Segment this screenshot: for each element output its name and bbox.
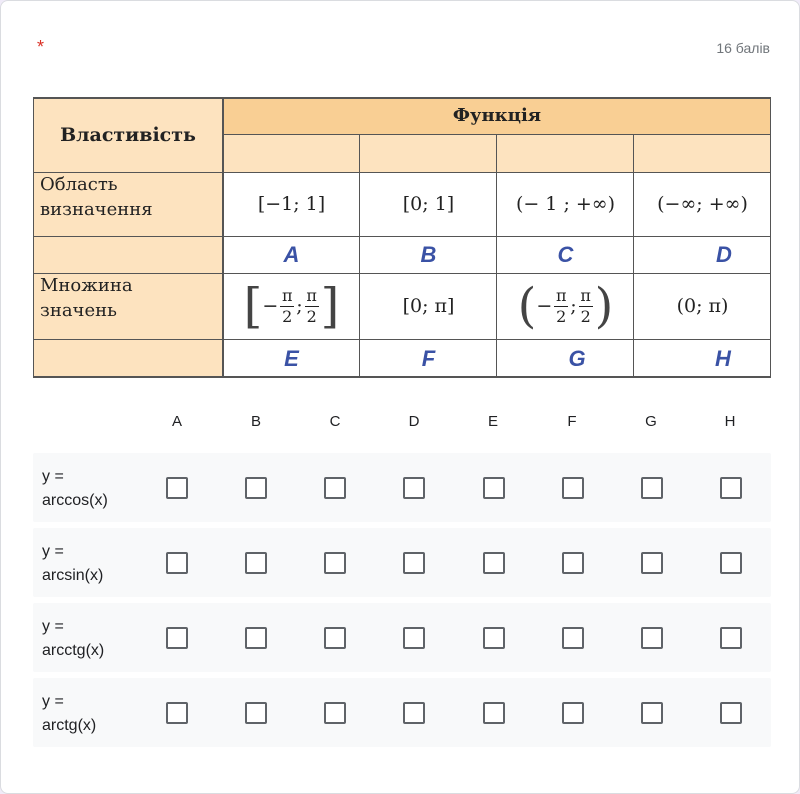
table-line <box>496 134 497 378</box>
reference-table-image <box>33 97 771 378</box>
row-label <box>42 690 152 738</box>
checkbox-g[interactable] <box>641 477 663 499</box>
column-header: B <box>250 413 261 430</box>
row-label-line2: arctg(x) <box>42 717 97 734</box>
checkbox-d[interactable] <box>403 627 425 649</box>
denominator: 2 <box>580 306 591 326</box>
table-line <box>33 273 771 274</box>
checkbox-d[interactable] <box>403 552 425 574</box>
numerator: π <box>555 285 567 305</box>
fraction <box>579 286 593 327</box>
separator: ; <box>296 295 303 317</box>
checkbox-e[interactable] <box>483 477 505 499</box>
numerator: π <box>306 285 317 305</box>
right-paren: ) <box>594 278 614 334</box>
fraction <box>305 286 319 327</box>
range-label <box>33 273 223 339</box>
checkbox-h[interactable] <box>720 702 742 724</box>
row-label-line1: y = <box>42 693 64 710</box>
grid-row-arcsin <box>33 528 771 597</box>
required-marker: * <box>37 37 45 57</box>
option-letter: F <box>421 345 436 371</box>
table-line <box>359 134 360 378</box>
table-line <box>770 97 771 378</box>
checkbox-c[interactable] <box>324 477 346 499</box>
row-label <box>42 615 152 663</box>
checkbox-h[interactable] <box>720 477 742 499</box>
checkbox-b[interactable] <box>245 702 267 724</box>
checkbox-f[interactable] <box>562 477 584 499</box>
checkbox-e[interactable] <box>483 702 505 724</box>
domain-label <box>33 172 223 236</box>
checkbox-e[interactable] <box>483 552 505 574</box>
checkbox-h[interactable] <box>720 627 742 649</box>
row-label-line1: y = <box>42 543 64 560</box>
denominator: 2 <box>556 306 567 326</box>
column-header: A <box>171 413 182 430</box>
table-line <box>33 339 771 340</box>
checkbox-a[interactable] <box>166 477 188 499</box>
range-value-3 <box>497 273 634 339</box>
column-header: E <box>487 413 498 430</box>
checkbox-f[interactable] <box>562 702 584 724</box>
denominator: 2 <box>306 306 317 326</box>
checkbox-d[interactable] <box>403 477 425 499</box>
checkbox-c[interactable] <box>324 702 346 724</box>
checkbox-c[interactable] <box>324 627 346 649</box>
header-function: Функція <box>452 104 542 126</box>
table-line <box>222 97 224 378</box>
checkbox-c[interactable] <box>324 552 346 574</box>
option-letter: G <box>568 345 586 371</box>
domain-value: (− 1 ; +∞) <box>515 193 616 215</box>
row-label <box>42 540 152 588</box>
range-value-4: (0; π) <box>676 295 729 317</box>
grid-row-arccos <box>33 453 771 522</box>
grid-row-arctg <box>33 678 771 747</box>
range-value-1 <box>223 273 360 339</box>
column-header: G <box>645 413 657 430</box>
option-letter: H <box>715 345 731 371</box>
checkbox-a[interactable] <box>166 627 188 649</box>
range-label-line1: Множина <box>40 275 133 296</box>
table-line <box>223 134 771 135</box>
numerator: π <box>281 285 293 305</box>
fraction <box>280 286 294 327</box>
option-letter: E <box>284 345 299 371</box>
left-bracket: [ <box>243 278 263 334</box>
checkbox-g[interactable] <box>641 552 663 574</box>
column-header: D <box>408 413 420 430</box>
checkbox-b[interactable] <box>245 627 267 649</box>
row-label-line2: arccos(x) <box>42 492 108 509</box>
checkbox-f[interactable] <box>562 552 584 574</box>
checkbox-d[interactable] <box>403 702 425 724</box>
checkbox-g[interactable] <box>641 627 663 649</box>
points-label: 16 балів <box>716 40 770 56</box>
option-letter: B <box>420 241 437 267</box>
checkbox-b[interactable] <box>245 552 267 574</box>
checkbox-f[interactable] <box>562 627 584 649</box>
domain-value: (−∞; +∞) <box>657 193 748 215</box>
numerator: π <box>580 285 591 305</box>
option-letter: C <box>557 241 574 267</box>
row-label-line1: y = <box>42 618 64 635</box>
left-paren: ( <box>517 278 537 334</box>
denominator: 2 <box>282 306 293 326</box>
table-border <box>33 376 771 378</box>
domain-label-line1: Область <box>40 174 118 195</box>
domain-value: [0; 1] <box>402 193 455 215</box>
option-letter: D <box>716 241 732 267</box>
grid-row-arcctg <box>33 603 771 672</box>
table-line <box>33 236 771 237</box>
column-header: F <box>567 413 577 430</box>
domain-value: [−1; 1] <box>257 193 326 215</box>
header-property: Властивість <box>60 123 196 146</box>
checkbox-a[interactable] <box>166 552 188 574</box>
table-line <box>33 97 34 378</box>
option-letter: A <box>283 241 300 267</box>
row-label-line2: arcctg(x) <box>42 642 105 659</box>
table-border <box>33 97 771 99</box>
row-label-line1: y = <box>42 468 64 485</box>
range-value-2: [0; π] <box>402 295 455 317</box>
minus-sign: − <box>262 295 279 317</box>
table-line <box>633 134 634 378</box>
domain-label-line2: визначення <box>40 199 153 220</box>
right-bracket: ] <box>320 278 340 334</box>
table-line <box>33 172 771 173</box>
checkbox-a[interactable] <box>166 702 188 724</box>
checkbox-g[interactable] <box>641 702 663 724</box>
checkbox-e[interactable] <box>483 627 505 649</box>
checkbox-h[interactable] <box>720 552 742 574</box>
function-subheader-bg <box>223 135 771 172</box>
range-label-line2: значень <box>40 300 117 321</box>
minus-sign: − <box>536 295 553 317</box>
column-header: H <box>724 413 736 430</box>
fraction <box>554 286 568 327</box>
column-header: C <box>329 413 341 430</box>
row-label <box>42 465 152 513</box>
checkbox-b[interactable] <box>245 477 267 499</box>
separator: ; <box>570 295 577 317</box>
row-label-line2: arcsin(x) <box>42 567 104 584</box>
